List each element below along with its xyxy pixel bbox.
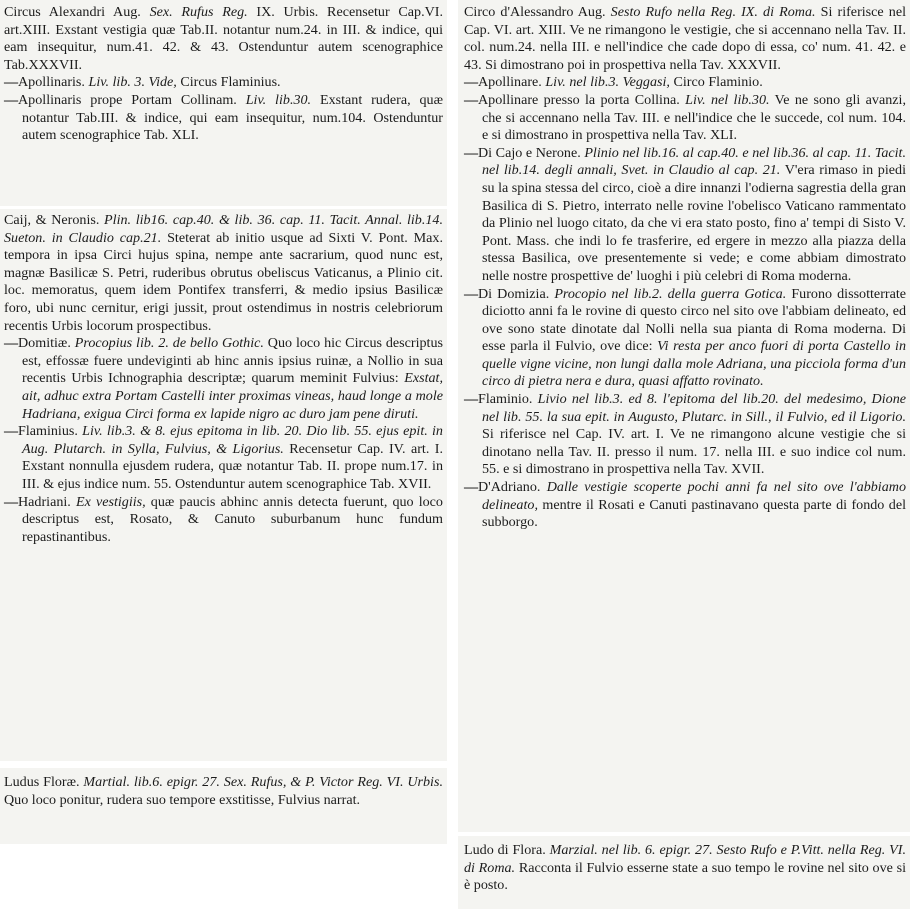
- latin-column-bottom: [0, 768, 447, 844]
- entry-hadriani: —Hadriani. Ex vestigiis, quæ paucis abhinc annis detecta fuerunt, quo loco descriptus est, Rosato, & Canuto suburbanum hunc fundum repastinantibus.: [4, 493, 443, 545]
- entry-apollinare-collina: —Apollinare presso la porta Collina. Liv. nel lib.30. Ve ne sono gli avanzi, che si accennano nella Tav. III. e nell'indice che le succede, col num. 104. e si dimostrano in prospettiva nella Tav. XLI.: [464, 91, 906, 144]
- entry-apollinaris-collina: —Apollinaris prope Portam Collinam. Liv. lib.30. Exstant rudera, quæ notantur Tab.III. & indice, qui eam insequitur, num.104. Ostenduntur autem scenographice Tab. XLI.: [4, 91, 443, 144]
- latin-column-top: [0, 0, 447, 206]
- entry-apollinare: —Apollinare. Liv. nel lib.3. Veggasi, Circo Flaminio.: [464, 74, 763, 91]
- entry-domizia: —Di Domizia. Procopio nel lib.2. della guerra Gotica. Furono dissotterrate diciotto anni fa le rovine di questo circo nel sito ove l'abbiam delineato, ed ove sono state dinotate dal Nolli nella sua pianta di Roma moderna. Di esse parla il Fulvio, ove dice: Vi resta per anco fuori di porta Castello in quelle vigne vicine, non lungi dalla mole Adriana, una picciola forma d'un circo di pietra nera e dura, quasi affatto rovinato.: [464, 285, 907, 390]
- entry-circus-alexandri: Circus Alexandri Aug. Sex. Rufus Reg. IX. Urbis. Recensetur Cap.VI. art.XIII. Exstant vestigia quæ Tab.II. notantur num.24. in III. & indice, qui eam insequitur, num.41. 42. & 43. Ostenduntur autem scenographice Tab.XXXVII.: [4, 4, 444, 73]
- entry-circo-alessandro: Circo d'Alessandro Aug. Sesto Rufo nella Reg. IX. di Roma. Si riferisce nel Cap. VI. art. XIII. Ve ne rimangono le vestigie, che si accennano nella Tav. II. col. num.24. nella III. e nell'indice che cade dopo di essa, co' num. 41. 42. e 43. Si dimostrano poi in prospettiva nella Tav. XXXVII.: [464, 4, 906, 73]
- latin-column-middle: [0, 209, 447, 761]
- entry-ludo-flora: Ludo di Flora. Marzial. nel lib. 6. epigr. 27. Sesto Rufo e P.Vitt. nella Reg. VI. di Roma. Racconta il Fulvio esserne state a suo tempo le rovine nel sito ove si è posto.: [464, 842, 907, 894]
- entry-cajo-nerone: —Di Cajo e Nerone. Plinio nel lib.16. al cap.40. e nel lib.36. al cap. 11. Tacit. nel lib.14. degli annali, Svet. in Claudio al cap. 21. V'era rimaso in piedi su la spina stessa del circo, cioè a dire innanzi l'odierna sagrestia della gran Basilica di S. Pietro, interrato nelle rovine l'obelisco Vaticano rammentato da Plinio nel luogo citato, da che vi era stato posto, fino a' tempi di Sisto V. Pont. Mass. che indi lo fe trasferire, ed ergere in mezzo alla piazza della stessa Basilica, ove presentemente si vede; e come abbiam dimostrato nelle nostre prospettive de' luoghi i più celebri di Roma moderna.: [464, 144, 907, 284]
- entry-adriano: —D'Adriano. Dalle vestigie scoperte pochi anni fa nel sito ove l'abbiamo delineato, mentre il Rosati e Canuti pastinavano questa parte di fondo del subborgo.: [464, 479, 906, 531]
- entry-caij-neronis: Caij, & Neronis. Plin. lib16. cap.40. & lib. 36. cap. 11. Tacit. Annal. lib.14. Sueton. in Claudio cap.21. Steterat ab initio usque ad Sixti V. Pont. Max. tempora in ipsa Circi hujus spina, nempe ante sacrarium, quod nunc est, magnæ Basilicæ S. Petri, ruderibus obrutus obeliscus Vaticanus, a Plinio cit. loc. memoratus, quem idem Pontifex transferri, & medio ipsius Basilicæ foro, ubi nunc cernitur, erigi jussit, prout ostendimus in nostris celebriorum recentis Urbis locorum prospectibus.: [4, 212, 444, 334]
- entry-flaminio: —Flaminio. Livio nel lib.3. ed 8. l'epitoma del lib.20. del medesimo, Dione nel lib. 55. la sua epit. in Augusto, Plutarc. in Sill., il Fulvio, ed il Ligorio. Si riferisce nel Cap. IV. art. I. Ve ne rimangono alcune vestigie che si dinotano nella Tav. II. presso il num. 17. nella III. e suo indice col num. 55. e si dimostrano in prospettiva nella Tav. XVII.: [464, 391, 907, 478]
- entry-domitiae: —Domitiæ. Procopius lib. 2. de bello Gothic. Quo loco hic Circus descriptus est, effossæ fuere undeviginti ab hinc annis ipsius ruinæ, a Nollio in sua recentis Urbis Ichnographia descriptæ; quarum meminit Fulvius: Exstat, ait, adhuc extra Portam Castelli inter proximas vineas, haud longe a mole Hadriana, exigua Circi forma ex lapide nigro ac duro jam pene diruti.: [4, 335, 444, 422]
- entry-flaminius: —Flaminius. Liv. lib.3. & 8. ejus epitoma in lib. 20. Dio lib. 55. ejus epit. in Aug. Plutarch. in Sylla, Fulvius, & Ligorius. Recensetur Cap. IV. art. I. Exstant nonnulla ejusdem rudera, quæ notantur Tab. II. prope num.17. in III. & ejus indice num. 55. Ostenduntur autem scenographice Tab. XVII.: [4, 423, 444, 492]
- entry-ludus-florae: Ludus Floræ. Martial. lib.6. epigr. 27. Sex. Rufus, & P. Victor Reg. VI. Urbis. Quo loco ponitur, rudera suo tempore exstitisse, Fulvius narrat.: [4, 774, 443, 808]
- italian-column-bottom: [458, 836, 910, 909]
- entry-apollinaris: —Apollinaris. Liv. lib. 3. Vide, Circus Flaminius.: [4, 74, 281, 91]
- italian-column-main: [458, 0, 910, 832]
